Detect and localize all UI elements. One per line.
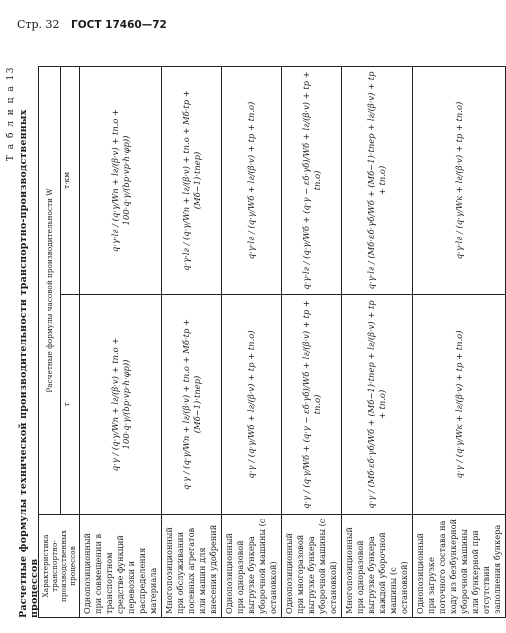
table-row (342, 67, 413, 618)
formula-table (38, 66, 506, 618)
formula-tkm: q·γ·lг / (q·γ/Wп + lг/(β·v) + tп.о + 100·q·γ/(bр·vр·h·φр)) (80, 67, 162, 295)
col-unit-tkm: т·км (61, 67, 80, 295)
table-number: Т а б л и ц а 13 (6, 66, 16, 162)
formula-t: q·γ / (q·γ/Wп + lг/(β·v) + tп.о + Mб·tр + (Mб−1)·tпер) (162, 294, 222, 514)
table-row (413, 67, 506, 618)
formula-t: q·γ / (q·γ/Wб + lг/(β·v) + tр + tп.о) (222, 294, 282, 514)
page-number: Стр. 32 (17, 18, 60, 31)
row-label: Однопозиционный при совмещении в транспортном средстве функций перевозки и распределения материала (80, 515, 162, 618)
row-label: Многопозиционный при одноразовой выгрузке бункера каждой уборочной машины (с остановкой) (342, 515, 413, 618)
row-label: Однопозиционный при одноразовой выгрузке бункера уборочной машины (с остановкой) (222, 515, 282, 618)
formula-t: q·γ / (q·γ/Wб + (q·γ − εб·γб)/Wб + lг/(β·v) + tр + tп.о) (282, 294, 342, 514)
table-row (282, 67, 342, 618)
page-header (17, 18, 167, 31)
row-label: Многопозиционный при обслуживании посевных агрегатов или машин для внесения удобрений (162, 515, 222, 618)
formula-tkm: q·γ·lг / (q·γ/Wб + (q·γ − εб·γб)/Wб + lг/(β·v) + tр + tп.о) (282, 67, 342, 295)
formula-tkm: q·γ·lг / (Mб·εб·γб/Wб + (Mб−1)·tпер + lг/(β·v) + tр + tп.о) (342, 67, 413, 295)
formula-tkm: q·γ·lг / (q·γ/Wп + lг/(β·v) + tп.о + Mб·tр + (Mб−1)·tпер) (162, 67, 222, 295)
gost-code: ГОСТ 17460—72 (71, 19, 167, 31)
row-label: Однопозиционный при многоразовой выгрузке бункера уборочной машины (с остановкой) (282, 515, 342, 618)
col-characteristic: Характеристика транспортно-производственных процессов (39, 515, 80, 618)
row-label: Однопозиционный при загрузке поточного состава на ходу из безбункерной уборочной машины или бункерной при отсутствии заполнения бункера (413, 515, 506, 618)
formula-tkm: q·γ·lг / (q·γ/Wк + lг/(β·v) + tр + tп.о) (413, 67, 506, 295)
formula-t: q·γ / (Mб·εб·γб/Wб + (Mб−1)·tпер + lг/(β·v) + tр + tп.о) (342, 294, 413, 514)
col-formulas: Расчетные формулы часовой производительности W (39, 67, 61, 515)
table-row (222, 67, 282, 618)
rotated-table-page (6, 66, 502, 618)
col-unit-t: т (61, 294, 80, 514)
table-row (162, 67, 222, 618)
table-title: Расчетные формулы технической производительности транспортно-производственных процессов (18, 109, 40, 618)
formula-tkm: q·γ·lг / (q·γ/Wб + lг/(β·v) + tр + tп.о) (222, 67, 282, 295)
formula-t: q·γ / (q·γ/Wк + lг/(β·v) + tр + tп.о) (413, 294, 506, 514)
formula-t: q·γ / (q·γ/Wп + lг/(β·v) + tп.о + 100·q·γ/(bр·vр·h·φр)) (80, 294, 162, 514)
table-row (80, 67, 162, 618)
